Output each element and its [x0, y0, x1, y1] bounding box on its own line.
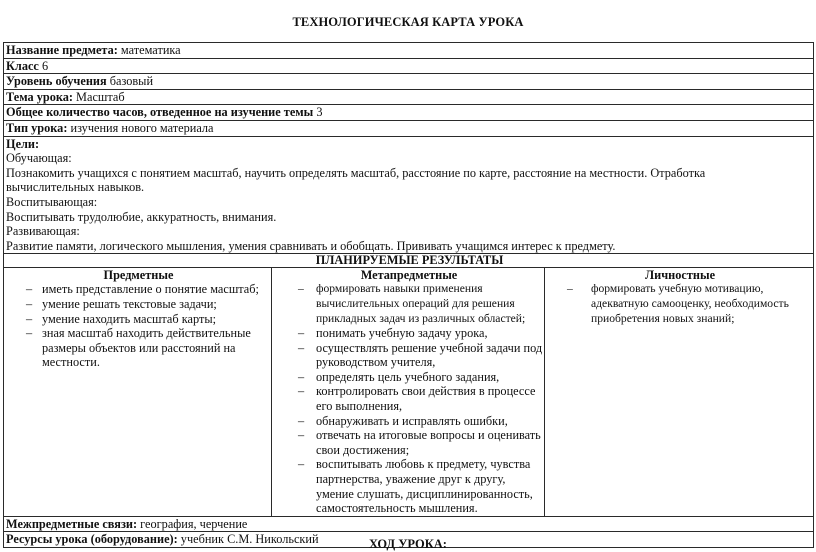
teaching-goal-label: Обучающая:	[6, 151, 72, 166]
document-title: ТЕХНОЛОГИЧЕСКАЯ КАРТА УРОКА	[292, 15, 524, 29]
interdisciplinary-row	[4, 516, 814, 532]
subject-results-cell	[4, 268, 272, 517]
info-label: Тип урока:	[6, 120, 68, 135]
info-row-topic	[4, 89, 814, 105]
list-item: – зная масштаб находить действительные размеры объектов или расстояний на местности.	[6, 326, 271, 370]
teaching-goal-text: Познакомить учащихся с понятием масштаб, научить определять масштаб, расстояние по карте, расстояние на местности. Отработка вычислительных навыков.	[6, 165, 706, 195]
meta-results-list	[274, 282, 544, 516]
info-value: базовый	[106, 74, 154, 89]
goals-row	[4, 136, 814, 254]
lesson-card-table	[3, 42, 814, 548]
upbringing-goal-label: Воспитывающая:	[6, 194, 98, 209]
personal-results-heading: Личностные	[644, 268, 716, 283]
list-item: – формировать учебную мотивацию, адекватную самооценку, необходимость приобретения новых знаний;	[547, 282, 813, 326]
resources-value: учебник С.М. Никольский	[177, 532, 319, 547]
developing-goal-label: Развивающая:	[6, 224, 80, 239]
meta-results-cell	[272, 268, 545, 517]
info-label: Общее количество часов, отведенное на изучение темы	[6, 105, 314, 120]
info-row-hours	[4, 105, 814, 121]
info-value: 3	[313, 105, 323, 120]
list-item: – иметь представление о понятие масштаб;	[6, 282, 271, 297]
info-row-level	[4, 74, 814, 90]
info-label: Название предмета:	[6, 43, 118, 57]
goals-label: Цели:	[6, 136, 40, 151]
info-label: Уровень обучения	[6, 74, 107, 89]
list-item: – умение находить масштаб карты;	[6, 312, 271, 327]
lesson-flow-heading: ХОД УРОКА:	[369, 537, 447, 551]
info-row-subject	[4, 43, 814, 59]
info-row-lesson-type	[4, 120, 814, 136]
info-label: Тема урока:	[6, 89, 73, 104]
subject-results-list	[6, 282, 271, 370]
interdisciplinary-label: Межпредметные связи:	[6, 516, 138, 531]
personal-results-list	[547, 282, 813, 326]
planned-results-heading: ПЛАНИРУЕМЫЕ РЕЗУЛЬТАТЫ	[4, 254, 814, 268]
developing-goal-text: Развитие памяти, логического мышления, умения сравнивать и обобщать. Прививать учащимся интерес к предмету.	[6, 238, 616, 253]
list-item: – формировать навыки применения вычислительных операций для решения прикладных задач из различных областей;	[274, 282, 544, 326]
meta-results-heading: Метапредметные	[360, 268, 458, 283]
list-item: – отвечать на итоговые вопросы и оценивать свои достижения;	[274, 428, 544, 457]
resources-label: Ресурсы урока (оборудование):	[6, 532, 178, 547]
info-value: изучения нового материала	[67, 120, 214, 135]
info-value: 6	[38, 58, 49, 73]
list-item: – обнаруживать и исправлять ошибки,	[274, 414, 544, 429]
list-item: – понимать учебную задачу урока,	[274, 326, 544, 341]
list-item: – определять цель учебного задания,	[274, 370, 544, 385]
personal-results-cell	[545, 268, 814, 517]
planned-results-heading-row	[4, 254, 814, 268]
upbringing-goal-text: Воспитывать трудолюбие, аккуратность, внимания.	[6, 209, 277, 224]
info-row-class	[4, 58, 814, 74]
info-value: Масштаб	[72, 89, 125, 104]
subject-results-heading: Предметные	[103, 268, 174, 283]
planned-results-row	[4, 268, 814, 517]
list-item: – воспитывать любовь к предмету, чувства партнерства, уважение друг к другу, умение слушать, дисциплинированность, самостоятельность мышления.	[274, 457, 544, 515]
info-value: математика	[117, 43, 181, 57]
list-item: – контролировать свои действия в процессе его выполнения,	[274, 384, 544, 413]
info-label: Класс	[6, 58, 39, 73]
list-item: – умение решать текстовые задачи;	[6, 297, 271, 312]
list-item: – осуществлять решение учебной задачи под руководством учителя,	[274, 341, 544, 370]
interdisciplinary-value: география, черчение	[137, 516, 248, 531]
